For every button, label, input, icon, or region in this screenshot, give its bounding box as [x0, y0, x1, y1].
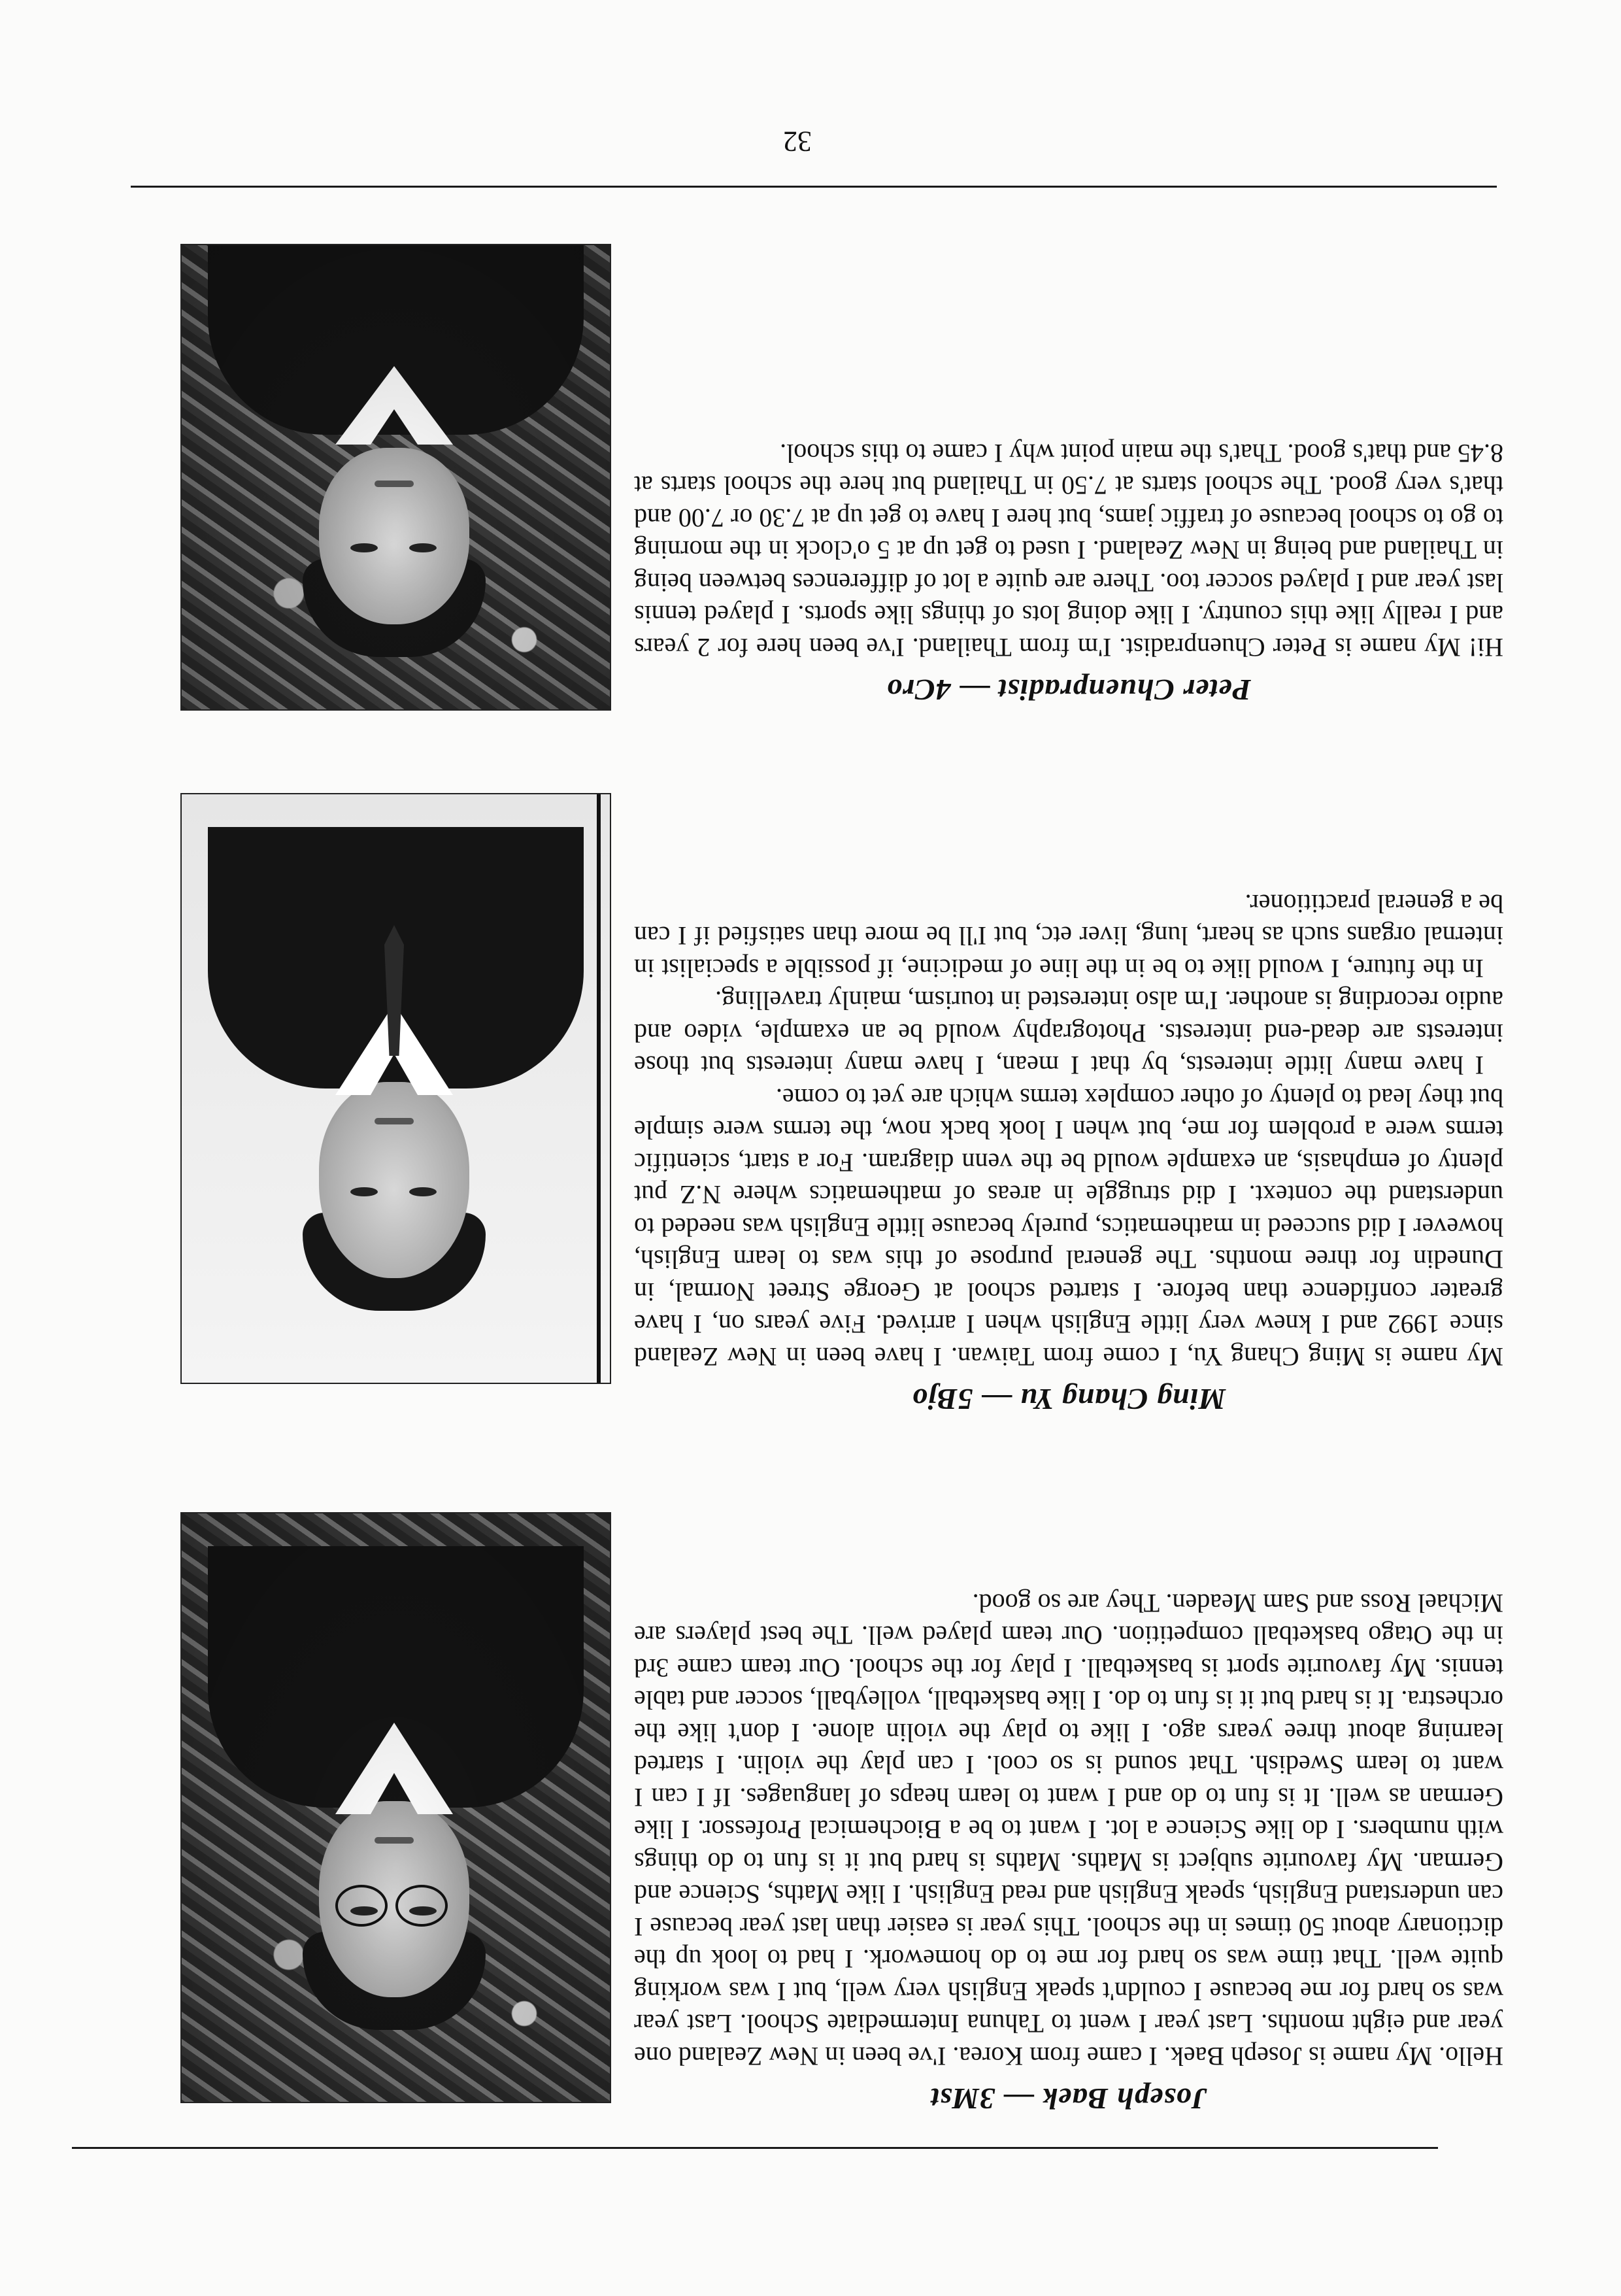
photo-edge [597, 794, 601, 1383]
article-peter-chuenpradist [634, 437, 1503, 708]
photo-shading [182, 1513, 610, 2102]
article-heading: Ming Chang Yu — 5Bjo [911, 1383, 1226, 1416]
article-paragraph: I have many little interests, by that I mean, I have many interests but those interests are dead-end interests. Photography would be an example, video and audio recording is another. I'm also interested in tourism, mainly travelling. [634, 986, 1503, 1081]
photo-ming-chang-yu [180, 793, 611, 1384]
page-number: 32 [783, 126, 812, 158]
photo-joseph-baek [180, 1512, 611, 2103]
article-joseph-baek [634, 1587, 1503, 2117]
eye-icon [409, 1187, 437, 1196]
article-heading: Peter Chuenpradist — 4Cro [886, 673, 1251, 707]
portrait-face [319, 1082, 469, 1278]
article-heading: Joseph Baek — 3Mst [930, 2082, 1207, 2116]
photo-shading [182, 245, 610, 709]
eye-icon [350, 1187, 378, 1196]
mouth-icon [375, 1118, 414, 1124]
article-ming-chang-yu [634, 888, 1503, 1417]
article-paragraph: Hello. My name is Joseph Baek. I came from Korea. I've been in New Zealand one year and eight months. Last year I went to Tahuna Intermediate School. Last year was so hard for me because I couldn't speak English very well, but I was working quite well. That time was so hard for me to do homework. I had to look up the dictionary about 50 times in the school. This year is easier than last year because I can understand English, speak English and read English. I like Maths, Science and German. My favourite subject is Maths. Maths is hard but it is fun to do things with numbers. I do like Science a lot. I want to be a Biochemical Professor. I like German as well. It is fun to do and I want to learn heaps of languages. If I can I want to learn Swedish. That sound is so cool. I can play the violin. I started learning about three years ago. I like to play the violin alone. I don't like the orchestra. It is hard but it is fun to do. I like basketball, volleyball, soccer and table tennis. My favourite sport is basketball. I play for the school. Our team came 3rd in the Otago basketball competition. Our team played well. The best players are Michael Ross and Sam Meaden. They are so good. [634, 1589, 1503, 2071]
top-rule [72, 2147, 1438, 2149]
bottom-rule [131, 186, 1497, 188]
article-paragraph: My name is Ming Chang Yu, I come from Taiwan. I have been in New Zealand since 1992 and I knew very little English when I arrived. Five years on, I have greater confidence than before. I started school at George Street Normal, in Dunedin for three months. The general purpose of this was to learn English, however I did succeed in mathematics, purely because little English was needed to understand the context. I did struggle in areas of mathematics where N.Z put plenty of emphasis, an example would be the venn diagram. For a start, scientific terms were a problem for me, but when I look back now, the terms were simple but they lead to plenty of other complex terms which are yet to come. [634, 1083, 1503, 1372]
article-paragraph: Hi! My name is Peter Chuenpradist. I'm from Thailand. I've been here for 2 years and I really like this country. I like doing lots of things like sports. I played tennis last year and I played soccer too. There are quite a lot of differences between being in Thailand and being in New Zealand. I used to get up at 5 o'clock in the morning to go to school because of traffic jams, but here I have to get up at 7.30 or 7.00 and that's very good. The school starts at 7.50 in Thailand but here the school starts at 8.45 and that's good. That's the main point why I came to this school. [634, 439, 1503, 662]
photo-peter-chuenpradist [180, 244, 611, 711]
article-paragraph: In the future, I would like to be in the line of medicine, if possible a specialist in internal organs such as heart, lung, liver etc, but I'll be more than satisfied if I can be a general practitioner. [634, 889, 1503, 983]
